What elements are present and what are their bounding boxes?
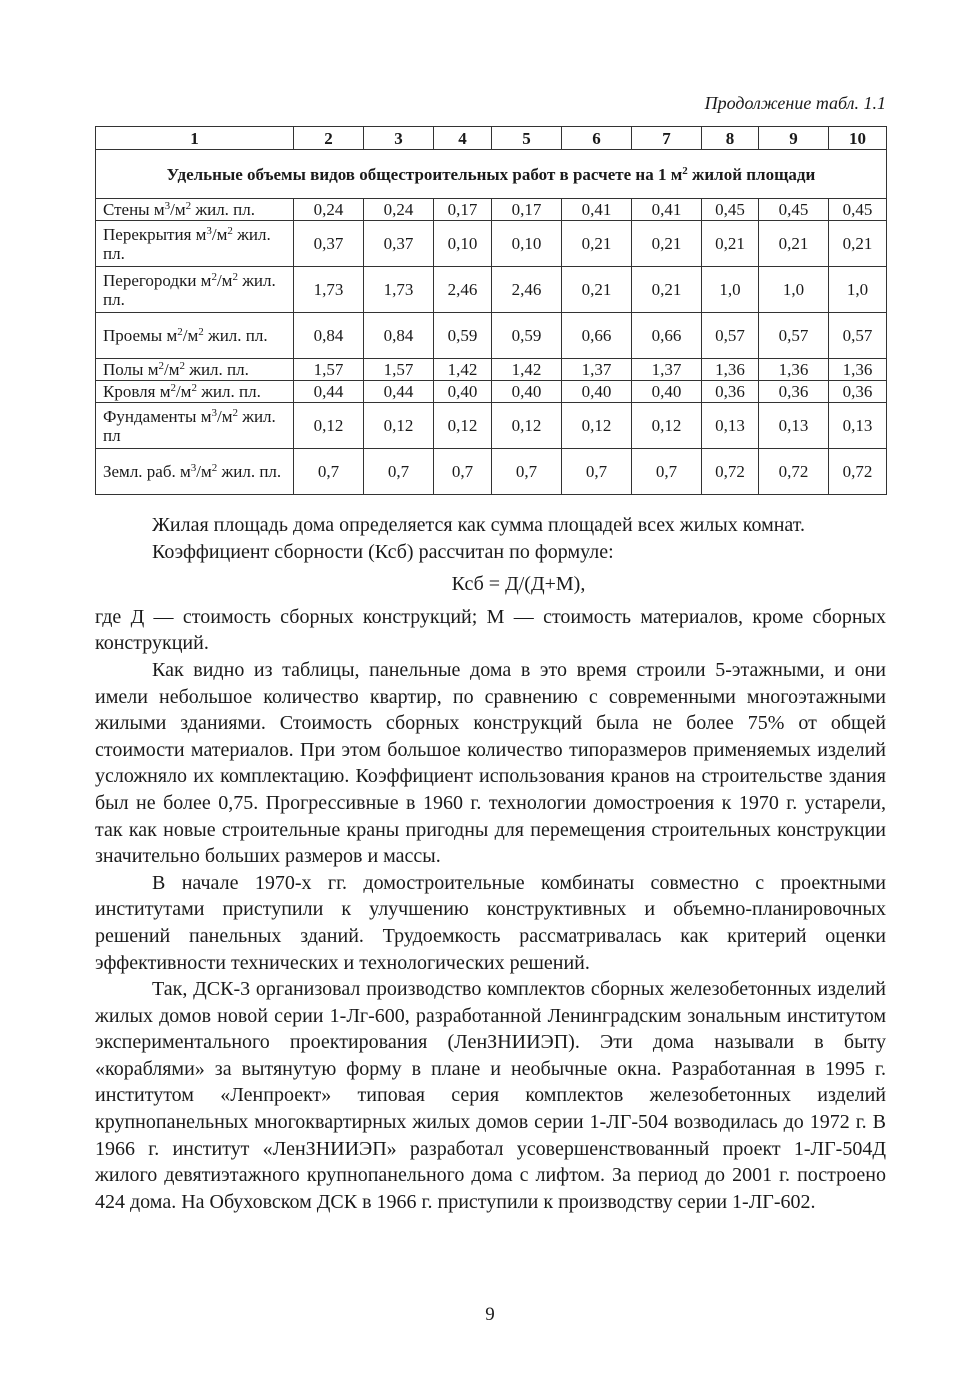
table-cell: 0,21: [829, 221, 887, 267]
work-volumes-table: [95, 126, 887, 495]
table-cell: 0,44: [294, 381, 364, 403]
table-cell: 0,57: [702, 313, 759, 359]
table-cell: 0,21: [759, 221, 829, 267]
table-cell: 0,17: [434, 199, 492, 221]
column-header: 5: [492, 127, 562, 150]
table-cell: 2,46: [434, 267, 492, 313]
table-cell: 0,7: [434, 449, 492, 495]
table-cell: 0,36: [759, 381, 829, 403]
formula: Ксб = Д/(Д+М),: [451, 573, 586, 596]
table-cell: 1,57: [294, 359, 364, 381]
table-cell: 0,10: [492, 221, 562, 267]
table-header-row: [96, 127, 887, 150]
table-cell: 0,21: [562, 267, 632, 313]
table-row: [96, 313, 887, 359]
table-cell: 0,72: [702, 449, 759, 495]
row-label: Перекрытия $м^3/м^2$ жил. пл.: [96, 221, 294, 267]
table-cell: 0,13: [702, 403, 759, 449]
table-cell: 1,37: [562, 359, 632, 381]
table-cell: 0,41: [632, 199, 702, 221]
table-row: [96, 199, 887, 221]
table-cell: 0,36: [829, 381, 887, 403]
table-row: [96, 359, 887, 381]
table-cell: 0,66: [632, 313, 702, 359]
table-cell: 1,36: [702, 359, 759, 381]
table-cell: 0,21: [632, 221, 702, 267]
table-row: [96, 403, 887, 449]
table-cell: 0,57: [759, 313, 829, 359]
table-section-title: Удельные объемы видов общестроительных работ в расчете на 1 $м^2$ жилой площади: [96, 150, 887, 199]
paragraph: Жилая площадь дома определяется как сумма площадей всех жилых комнат.: [152, 514, 806, 536]
column-header: 6: [562, 127, 632, 150]
table-cell: 1,57: [364, 359, 434, 381]
table-cell: 0,40: [562, 381, 632, 403]
body-text: [95, 512, 886, 1215]
table-cell: 1,36: [829, 359, 887, 381]
table-cell: 0,59: [492, 313, 562, 359]
table-cell: 0,45: [702, 199, 759, 221]
table-cell: 0,12: [294, 403, 364, 449]
column-header: 1: [96, 127, 294, 150]
table-cell: 1,0: [759, 267, 829, 313]
table-cell: 0,44: [364, 381, 434, 403]
column-header: 7: [632, 127, 702, 150]
table-cell: 0,12: [632, 403, 702, 449]
table-cell: 0,12: [492, 403, 562, 449]
table-cell: 0,7: [364, 449, 434, 495]
table-cell: 2,46: [492, 267, 562, 313]
table-cell: 1,42: [492, 359, 562, 381]
table-cell: 0,12: [562, 403, 632, 449]
paragraph: Так, ДСК-3 организовал производство комплектов сборных железобетонных изделий жилых домов новой серии 1-Лг-600, разработанной Ленинградским зональным институтом экспериментального проектирования (ЛенЗНИИЭП). Эти дома называли в быту «кораблями» за вытянутую форму в плане и необычные окна. Разработанная в 1995 г. институтом «Ленпроект» типовая серия комплектов железобетонных изделий крупнопанельных многоквартирных жилых домов серии 1-ЛГ-504 возводилась до 1972 г. В 1966 г. институт «ЛенЗНИИЭП» разработал усовершенствованный проект 1-ЛГ-504Д жилого девятиэтажного крупнопанельного дома с лифтом. За период до 2001 г. построено 424 дома. На Обуховском ДСК в 1966 г. приступили к производству серии 1-ЛГ-602.: [95, 978, 886, 1213]
table-row: [96, 267, 887, 313]
table-section-row: [96, 150, 887, 199]
table-cell: 0,40: [434, 381, 492, 403]
column-header: 8: [702, 127, 759, 150]
table-cell: 0,13: [829, 403, 887, 449]
column-header: 4: [434, 127, 492, 150]
table-cell: 0,7: [562, 449, 632, 495]
row-label: Кровля $м^2/м^2$ жил. пл.: [96, 381, 294, 403]
table-cell: 0,7: [632, 449, 702, 495]
table-cell: 1,0: [829, 267, 887, 313]
table-row: [96, 449, 887, 495]
table-cell: 0,13: [759, 403, 829, 449]
table-cell: 0,24: [364, 199, 434, 221]
column-header: 2: [294, 127, 364, 150]
table-cell: 0,21: [702, 221, 759, 267]
table-cell: 0,45: [759, 199, 829, 221]
table-cell: 0,36: [702, 381, 759, 403]
table-cell: 0,7: [492, 449, 562, 495]
table-cell: 0,17: [492, 199, 562, 221]
row-label: Перегородки $м^2/м^2$ жил. пл.: [96, 267, 294, 313]
table-cell: 0,59: [434, 313, 492, 359]
table-cell: 1,73: [294, 267, 364, 313]
table-cell: 0,41: [562, 199, 632, 221]
row-label: Проемы $м^2/м^2$ жил. пл.: [96, 313, 294, 359]
row-label: Фундаменты $м^3/м^2$ жил. пл: [96, 403, 294, 449]
table-cell: 0,84: [364, 313, 434, 359]
row-label: Земл. раб. $м^3/м^2$ жил. пл.: [96, 449, 294, 495]
table-row: [96, 221, 887, 267]
table-cell: 0,12: [364, 403, 434, 449]
column-header: 9: [759, 127, 829, 150]
table-cell: 1,0: [702, 267, 759, 313]
table-cell: 0,40: [632, 381, 702, 403]
table-cell: 1,42: [434, 359, 492, 381]
table-cell: 1,73: [364, 267, 434, 313]
table-cell: 0,84: [294, 313, 364, 359]
paragraph: Как видно из таблицы, панельные дома в это время строили 5-этажными, и они имели небольшое количество квартир, по сравнению с современными многоэтажными жилыми зданиями. Стоимость сборных конструкций была не более 75% от общей стоимости материалов. При этом большое количество типоразмеров применяемых изделий усложняло их комплектацию. Коэффициент использования кранов на строительстве здания был не более 0,75. Прогрессивные в 1960 г. технологии домостроения к 1970 г. устарели, так как новые строительные краны пригодны для перемещения строительных конструкции значительно больших размеров и массы.: [95, 658, 886, 868]
table-cell: 0,21: [562, 221, 632, 267]
table-cell: 0,37: [364, 221, 434, 267]
table-row: [96, 381, 887, 403]
table-cell: 0,10: [434, 221, 492, 267]
table-cell: 0,7: [294, 449, 364, 495]
table-cell: 0,40: [492, 381, 562, 403]
table-cell: 1,37: [632, 359, 702, 381]
paragraph: Коэффициент сборности (Ксб) рассчитан по формуле:: [152, 540, 614, 563]
column-header: 3: [364, 127, 434, 150]
row-label: Стены $м^3/м^2$ жил. пл.: [96, 199, 294, 221]
table-cell: 1,36: [759, 359, 829, 381]
page-number: 9: [485, 1304, 495, 1325]
row-label: Полы $м^2/м^2$ жил. пл.: [96, 359, 294, 381]
table-cell: 0,37: [294, 221, 364, 267]
table-cell: 0,24: [294, 199, 364, 221]
table-continuation-caption: Продолжение табл. 1.1: [704, 93, 886, 113]
paragraph: В начале 1970-х гг. домостроительные комбинаты совместно с проектными институтами приступили к улучшению конструктивных и объемно-планировочных решений панельных зданий. Трудоемкость рассматривалась как критерий оценки эффективности технических и технологических решений.: [95, 871, 886, 974]
table-cell: 0,12: [434, 403, 492, 449]
column-header: 10: [829, 127, 887, 150]
table-cell: 0,66: [562, 313, 632, 359]
table-cell: 0,45: [829, 199, 887, 221]
paragraph: где Д — стоимость сборных конструкций; М — стоимость материалов, кроме сборных конструкций.: [95, 605, 886, 655]
table-cell: 0,72: [829, 449, 887, 495]
table-cell: 0,57: [829, 313, 887, 359]
table-cell: 0,21: [632, 267, 702, 313]
table-cell: 0,72: [759, 449, 829, 495]
